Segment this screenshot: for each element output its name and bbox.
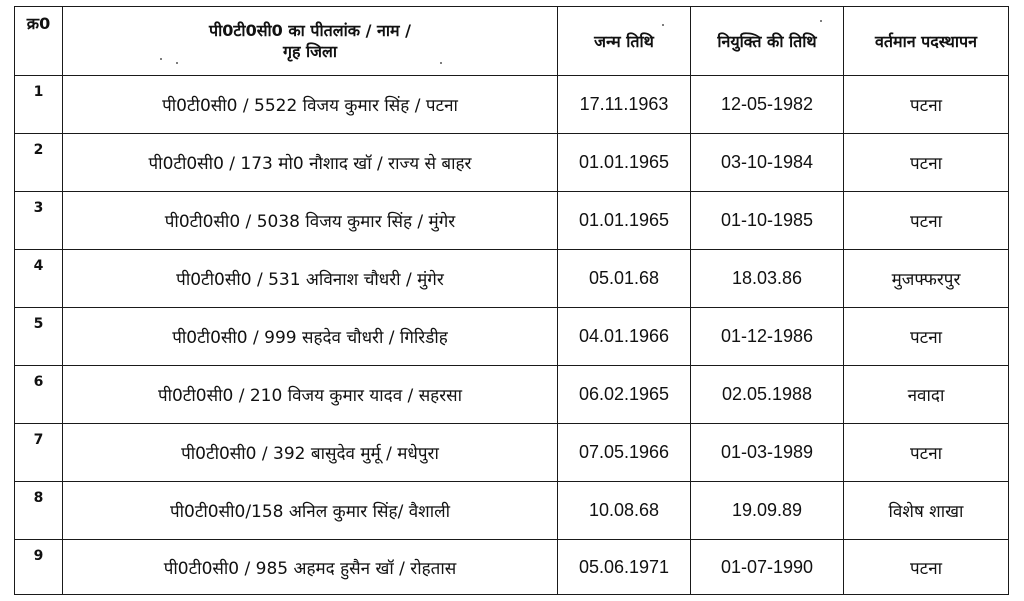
row-name-district: पी0टी0सी0 / 392 बासुदेव मुर्मू / मधेपुरा xyxy=(63,424,558,482)
header-name-line1: पी0टी0सी0 का पीतलांक / नाम / xyxy=(209,21,411,40)
header-name-district xyxy=(63,7,558,76)
row-date-of-birth: 07.05.1966 xyxy=(558,424,691,482)
row-appointment-date: 01-07-1990 xyxy=(691,540,844,595)
row-serial-number: 4 xyxy=(15,250,63,308)
table-row xyxy=(15,308,1009,366)
row-name-district: पी0टी0सी0 / 5038 विजय कुमार सिंह / मुंगेर xyxy=(63,192,558,250)
row-appointment-date: 19.09.89 xyxy=(691,482,844,540)
header-name-line2: गृह जिला xyxy=(282,42,338,61)
row-serial-number: 7 xyxy=(15,424,63,482)
row-name-district: पी0टी0सी0 / 531 अविनाश चौधरी / मुंगेर xyxy=(63,250,558,308)
row-date-of-birth: 05.06.1971 xyxy=(558,540,691,595)
row-date-of-birth: 10.08.68 xyxy=(558,482,691,540)
row-current-posting: पटना xyxy=(844,424,1009,482)
row-current-posting: पटना xyxy=(844,134,1009,192)
row-name-district: पी0टी0सी0 / 5522 विजय कुमार सिंह / पटना xyxy=(63,76,558,134)
row-serial-number: 9 xyxy=(15,540,63,595)
row-current-posting: नवादा xyxy=(844,366,1009,424)
document-sheet xyxy=(14,6,1012,601)
row-current-posting: पटना xyxy=(844,192,1009,250)
row-appointment-date: 18.03.86 xyxy=(691,250,844,308)
row-appointment-date: 12-05-1982 xyxy=(691,76,844,134)
row-serial-number: 6 xyxy=(15,366,63,424)
row-serial-number: 1 xyxy=(15,76,63,134)
row-date-of-birth: 05.01.68 xyxy=(558,250,691,308)
row-current-posting: पटना xyxy=(844,308,1009,366)
row-appointment-date: 01-12-1986 xyxy=(691,308,844,366)
scan-speck xyxy=(662,24,664,26)
personnel-table xyxy=(14,6,1009,595)
row-serial-number: 3 xyxy=(15,192,63,250)
row-date-of-birth: 04.01.1966 xyxy=(558,308,691,366)
table-header-row xyxy=(15,7,1009,76)
row-serial-number: 5 xyxy=(15,308,63,366)
table-row xyxy=(15,76,1009,134)
row-appointment-date: 02.05.1988 xyxy=(691,366,844,424)
row-appointment-date: 01-10-1985 xyxy=(691,192,844,250)
row-name-district: पी0टी0सी0 / 173 मो0 नौशाद खॉ / राज्य से बाहर xyxy=(63,134,558,192)
row-appointment-date: 03-10-1984 xyxy=(691,134,844,192)
row-appointment-date: 01-03-1989 xyxy=(691,424,844,482)
table-row xyxy=(15,192,1009,250)
scan-speck xyxy=(160,58,162,60)
header-appointment-date: नियुक्ति की तिथि xyxy=(691,7,844,76)
row-date-of-birth: 06.02.1965 xyxy=(558,366,691,424)
table-row xyxy=(15,366,1009,424)
row-name-district: पी0टी0सी0 / 999 सहदेव चौधरी / गिरिडीह xyxy=(63,308,558,366)
row-date-of-birth: 01.01.1965 xyxy=(558,134,691,192)
row-current-posting: पटना xyxy=(844,540,1009,595)
row-name-district: पी0टी0सी0 / 210 विजय कुमार यादव / सहरसा xyxy=(63,366,558,424)
header-date-of-birth: जन्म तिथि xyxy=(558,7,691,76)
header-current-posting: वर्तमान पदस्थापन xyxy=(844,7,1009,76)
row-current-posting: विशेष शाखा xyxy=(844,482,1009,540)
row-date-of-birth: 01.01.1965 xyxy=(558,192,691,250)
row-serial-number: 8 xyxy=(15,482,63,540)
table-row xyxy=(15,482,1009,540)
table-row xyxy=(15,424,1009,482)
scan-speck xyxy=(440,62,442,64)
table-row xyxy=(15,250,1009,308)
table-row xyxy=(15,134,1009,192)
header-serial-number: क्र0 xyxy=(15,7,63,76)
table-row xyxy=(15,540,1009,595)
row-serial-number: 2 xyxy=(15,134,63,192)
row-date-of-birth: 17.11.1963 xyxy=(558,76,691,134)
row-name-district: पी0टी0सी0/158 अनिल कुमार सिंह/ वैशाली xyxy=(63,482,558,540)
row-current-posting: मुजफ्फरपुर xyxy=(844,250,1009,308)
row-name-district: पी0टी0सी0 / 985 अहमद हुसैन खॉ / रोहतास xyxy=(63,540,558,595)
scan-speck xyxy=(176,62,178,64)
scan-speck xyxy=(820,20,822,22)
row-current-posting: पटना xyxy=(844,76,1009,134)
